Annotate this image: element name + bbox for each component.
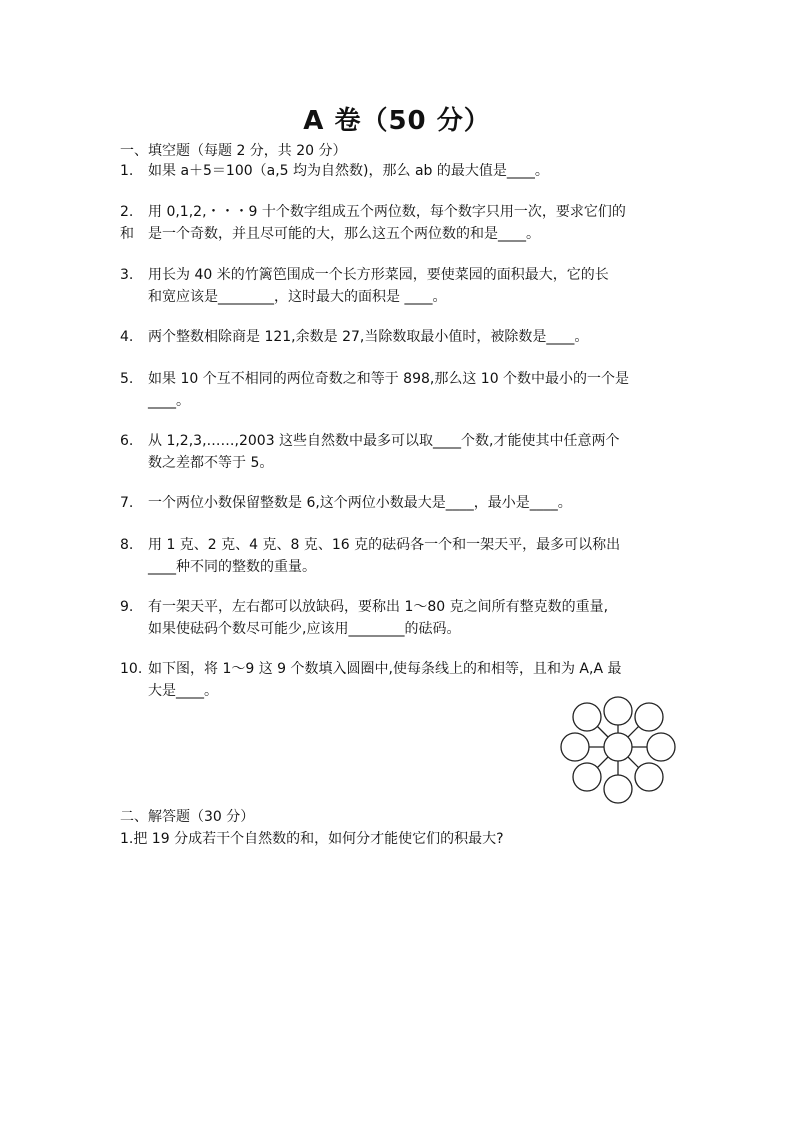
question-text-line2: 是一个奇数，并且尽可能的大，那么这五个两位数的和是____。 [148, 226, 540, 242]
page-title: A 卷（50 分） [303, 106, 491, 136]
diagram-circle [647, 733, 675, 761]
question-8 [120, 534, 680, 578]
question-text: 从 1,2,3,……,2003 这些自然数中最多可以取____个数,才能使其中任意两个 数之差都不等于 5。 [148, 433, 620, 471]
question-number: 9. [120, 599, 134, 615]
diagram-circle [635, 703, 663, 731]
question-text-prefix: 和 [120, 226, 134, 242]
question-text: 有一架天平，左右都可以放缺码，要称出 1～80 克之间所有整克数的重量, 如果使砝码个数尽可能少,应该用________的砝码。 [148, 599, 609, 637]
section2-header: 二、解答题（30 分） [120, 809, 255, 825]
diagram-circle [604, 775, 632, 803]
question-text: 如果 10 个互不相同的两位奇数之和等于 898,那么这 10 个数中最小的一个是 ____。 [148, 371, 630, 409]
question-1 [120, 160, 680, 182]
diagram-circle-center [604, 733, 632, 761]
question-number: 6. [120, 433, 134, 449]
question-number: 7. [120, 495, 134, 511]
question-number: 2. [120, 204, 134, 220]
question-text-line1: 用 0,1,2,・・・9 十个数字组成五个两位数，每个数字只用一次，要求它们的 [148, 204, 626, 220]
question-number: 1. [120, 163, 134, 179]
question-5 [120, 368, 680, 412]
question-text: 一个两位小数保留整数是 6,这个两位小数最大是____，最小是____。 [148, 495, 572, 511]
question-number: 10. [120, 661, 143, 677]
question-2 [120, 201, 680, 245]
question-number: 5. [120, 371, 134, 387]
question-text: 如果 a＋5＝100（a,5 均为自然数)，那么 ab 的最大值是____。 [148, 163, 549, 179]
question-number: 3. [120, 267, 134, 283]
question-9 [120, 596, 680, 640]
question-text: 用 1 克、2 克、4 克、8 克、16 克的砝码各一个和一架天平，最多可以称出 ____种不同的整数的重量。 [148, 537, 621, 575]
essay-question-1: 1.把 19 分成若干个自然数的和，如何分才能使它们的积最大? [120, 831, 504, 847]
section1-header: 一、填空题（每题 2 分，共 20 分） [120, 143, 347, 159]
question-6 [120, 430, 680, 474]
diagram-circle [635, 763, 663, 791]
question-text: 用长为 40 米的竹篱笆围成一个长方形菜园，要使菜园的面积最大，它的长 和宽应该是________，这时最大的面积是 ____。 [148, 267, 609, 305]
question-text: 如下图，将 1～9 这 9 个数填入圆圈中,使每条线上的和相等，且和为 A,A 最 大是____。 [148, 661, 622, 699]
question-number: 4. [120, 329, 134, 345]
diagram-circle [604, 697, 632, 725]
question-7 [120, 492, 680, 514]
question-3 [120, 264, 680, 308]
circle-diagram [560, 695, 680, 805]
question-4 [120, 326, 680, 348]
question-text: 两个整数相除商是 121,余数是 27,当除数取最小值时，被除数是____。 [148, 329, 589, 345]
question-number: 8. [120, 537, 134, 553]
diagram-circle [573, 763, 601, 791]
diagram-circle [561, 733, 589, 761]
diagram-circle [573, 703, 601, 731]
